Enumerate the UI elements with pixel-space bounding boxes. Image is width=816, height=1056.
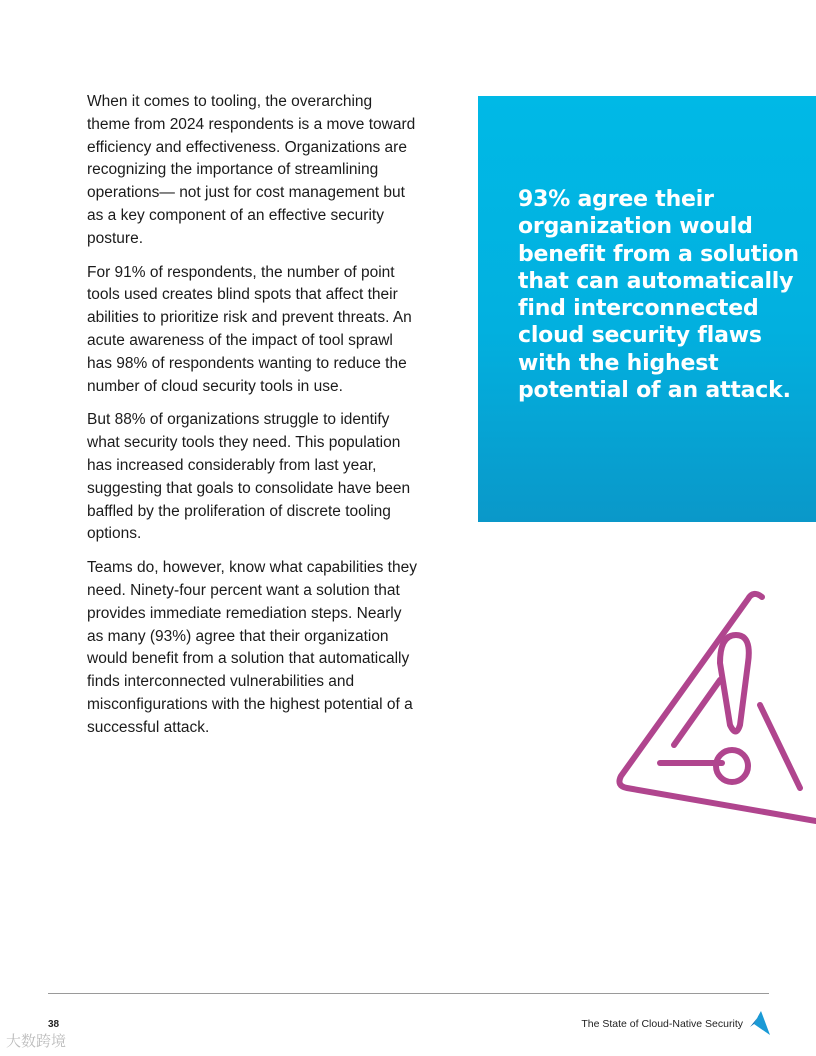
warning-triangle-icon [612, 585, 816, 825]
stat-callout-box [478, 96, 816, 522]
callout-quote: 93% agree their organization would benefit from a solution that can automatically find interconnected cloud security flaws with the highest potential of an attack. [518, 187, 799, 404]
body-text-column [87, 91, 417, 751]
warning-inner-right-line [760, 705, 800, 788]
page-number: 38 [48, 1019, 60, 1030]
watermark-text: 大数跨境 [6, 1032, 67, 1050]
paragraph-struggle: But 88% of organizations struggle to identify what security tools they need. This population has increased considerably from last year, suggesting that goals to consolidate have been baffled by the proliferation of discrete tooling options. [87, 411, 411, 543]
warning-exclamation-bar [720, 635, 749, 732]
paragraph-tooling-theme: When it comes to tooling, the overarching theme from 2024 respondents is a move toward efficiency and effectiveness. Organizations are recognizing the importance of streamlining operations— not just for cost management but as a key component of an effective security posture. [87, 93, 416, 247]
footer-divider [48, 993, 769, 994]
footer-report-title: The State of Cloud-Native Security [581, 1018, 743, 1030]
prisma-logo-icon [750, 1011, 770, 1035]
paragraph-capabilities: Teams do, however, know what capabilities they need. Ninety-four percent want a solution that provides immediate remediation steps. Nearly as many (93%) agree that their organization would benefit from a solution that automatically finds interconnected vulnerabilities and misconfigurations with the highest potential of a successful attack. [87, 559, 417, 736]
paragraph-point-tools: For 91% of respondents, the number of point tools used creates blind spots that affect their abilities to prioritize risk and prevent threats. An acute awareness of the impact of tool sprawl has 98% of respondents wanting to reduce the number of cloud security tools in use. [87, 263, 412, 395]
warning-triangle-outline [619, 594, 816, 821]
